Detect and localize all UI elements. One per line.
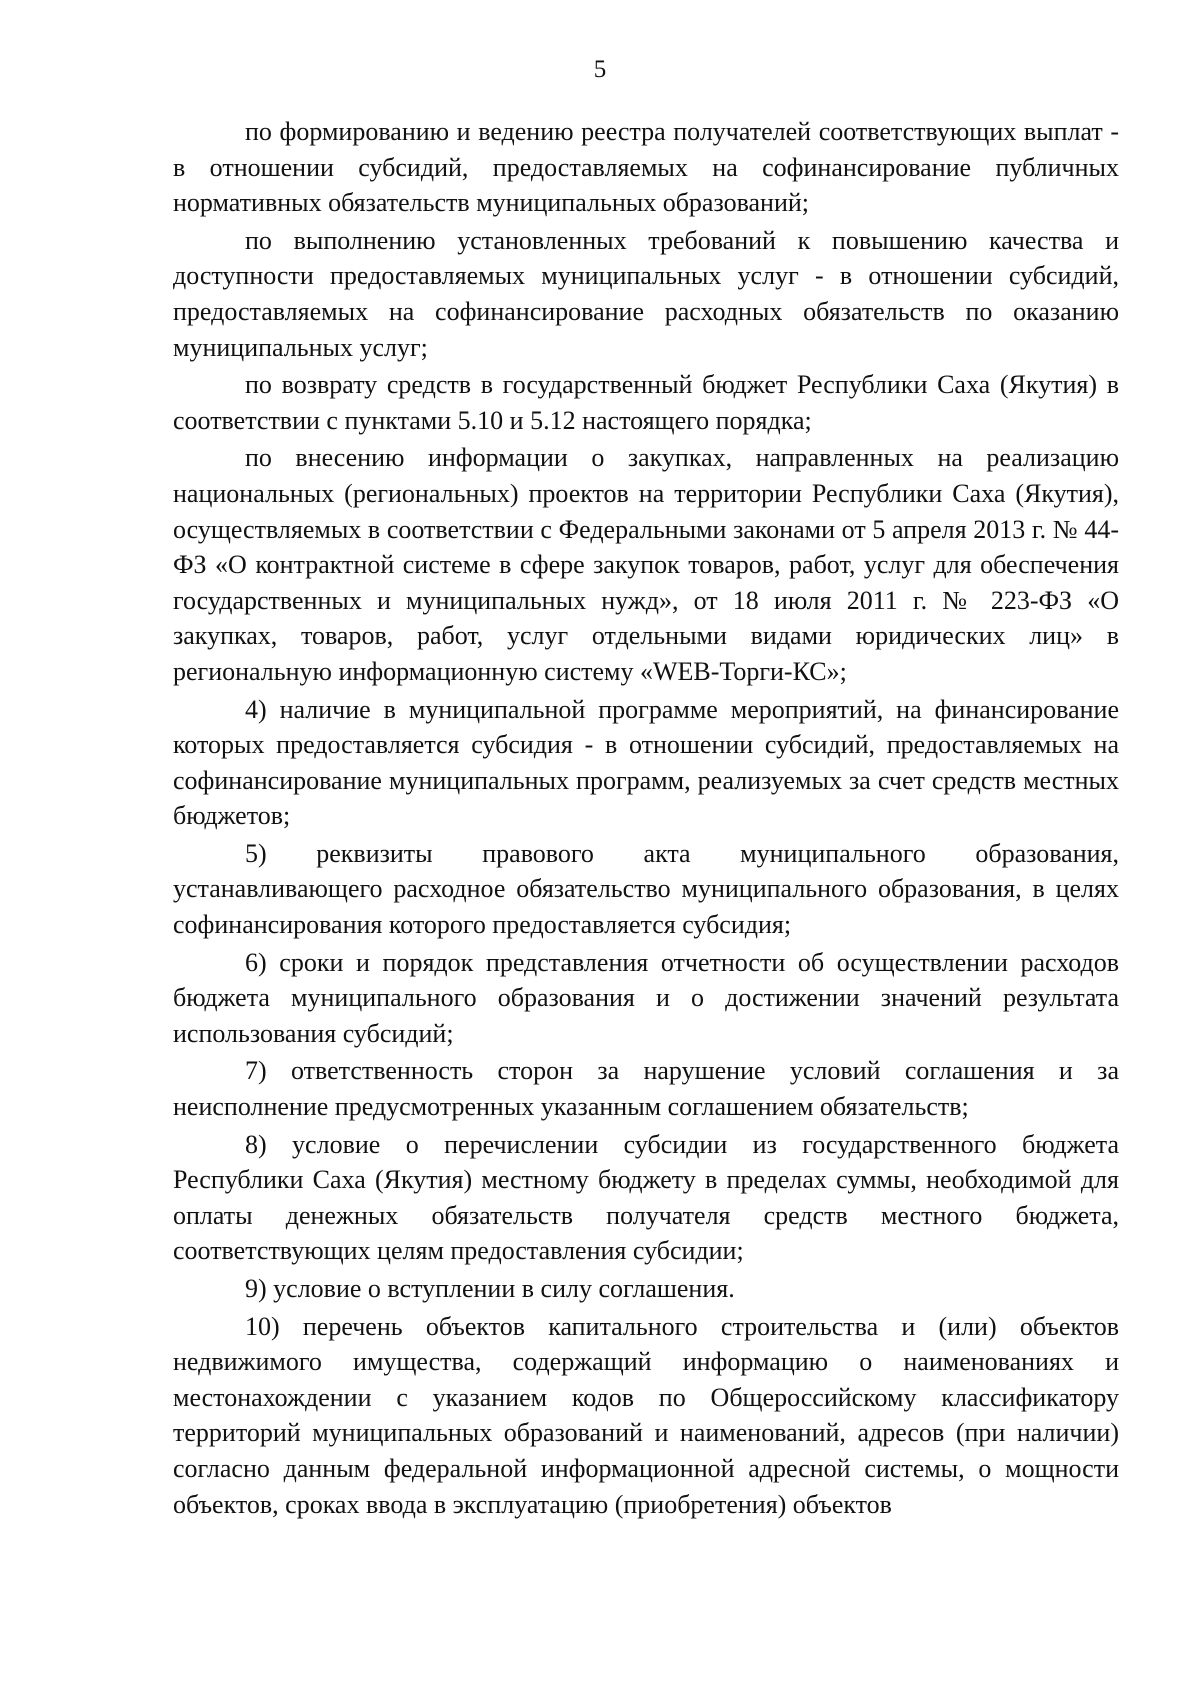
- paragraph-service-quality: по выполнению установленных требований к повышению качества и доступности предоставляемых муниципальных услуг - в отношении субсидий, предоставляемых на софинансирование расходных обязательств по оказанию муниципальных услуг;: [173, 225, 1119, 362]
- paragraph-registry: по формированию и ведению реестра получателей соответствующих выплат - в отношении субсидий, предоставляемых на софинансирование публичных нормативных обязательств муниципальных образований;: [173, 117, 1119, 218]
- document-body: [173, 114, 1119, 1522]
- paragraph-item-5: 5) реквизиты правового акта муниципального образования, устанавливающего расходное обязательство муниципального образования, в целях софинансирования которого предоставляется субсидия;: [173, 838, 1119, 940]
- paragraph-funds-return: по возврату средств в государственный бюджет Республики Саха (Якутия) в соответствии с пунктами 5.10 и 5.12 настоящего порядка;: [173, 370, 1119, 435]
- paragraph-item-4: 4) наличие в муниципальной программе мероприятий, на финансирование которых предоставляется субсидия - в отношении субсидий, предоставляемых на софинансирование муниципальных программ, реализуемых за счет средств местных бюджетов;: [173, 694, 1119, 831]
- page-number: 5: [593, 56, 607, 83]
- paragraph-item-8: 8) условие о перечислении субсидии из государственного бюджета Республики Саха (Якутия) местному бюджету в пределах суммы, необходимой для оплаты денежных обязательств получателя средств местного бюджета, соответствующих целям предоставления субсидии;: [173, 1129, 1119, 1266]
- paragraph-item-6: 6) сроки и порядок представления отчетности об осуществлении расходов бюджета муниципального образования и о достижении значений результата использования субсидий;: [173, 947, 1119, 1048]
- paragraph-procurement-info: по внесению информации о закупках, направленных на реализацию национальных (региональных) проектов на территории Республики Саха (Якутия), осуществляемых в соответствии с Федеральными законами от 5 апреля 2013 г. № 44-ФЗ «О контрактной системе в сфере закупок товаров, работ, услуг для обеспечения государственных и муниципальных нужд», от 18 июля 2011 г. № 223-ФЗ «О закупках, товаров, работ, услуг отдельными видами юридических лиц» в региональную информационную систему «WEB-Торги-КС»;: [173, 443, 1119, 686]
- paragraph-item-7: 7) ответственность сторон за нарушение условий соглашения и за неисполнение предусмотренных указанным соглашением обязательств;: [173, 1056, 1119, 1122]
- paragraph-item-10: 10) перечень объектов капитального строительства и (или) объектов недвижимого имущества, содержащий информацию о наименованиях и местонахождении с указанием кодов по Общероссийскому классификатору территорий муниципальных образований и наименований, адресов (при наличии) согласно данным федеральной информационной адресной системы, о мощности объектов, сроках ввода в эксплуатацию (приобретения) объектов: [173, 1311, 1119, 1519]
- paragraph-item-9: 9) условие о вступлении в силу соглашения.: [245, 1274, 735, 1303]
